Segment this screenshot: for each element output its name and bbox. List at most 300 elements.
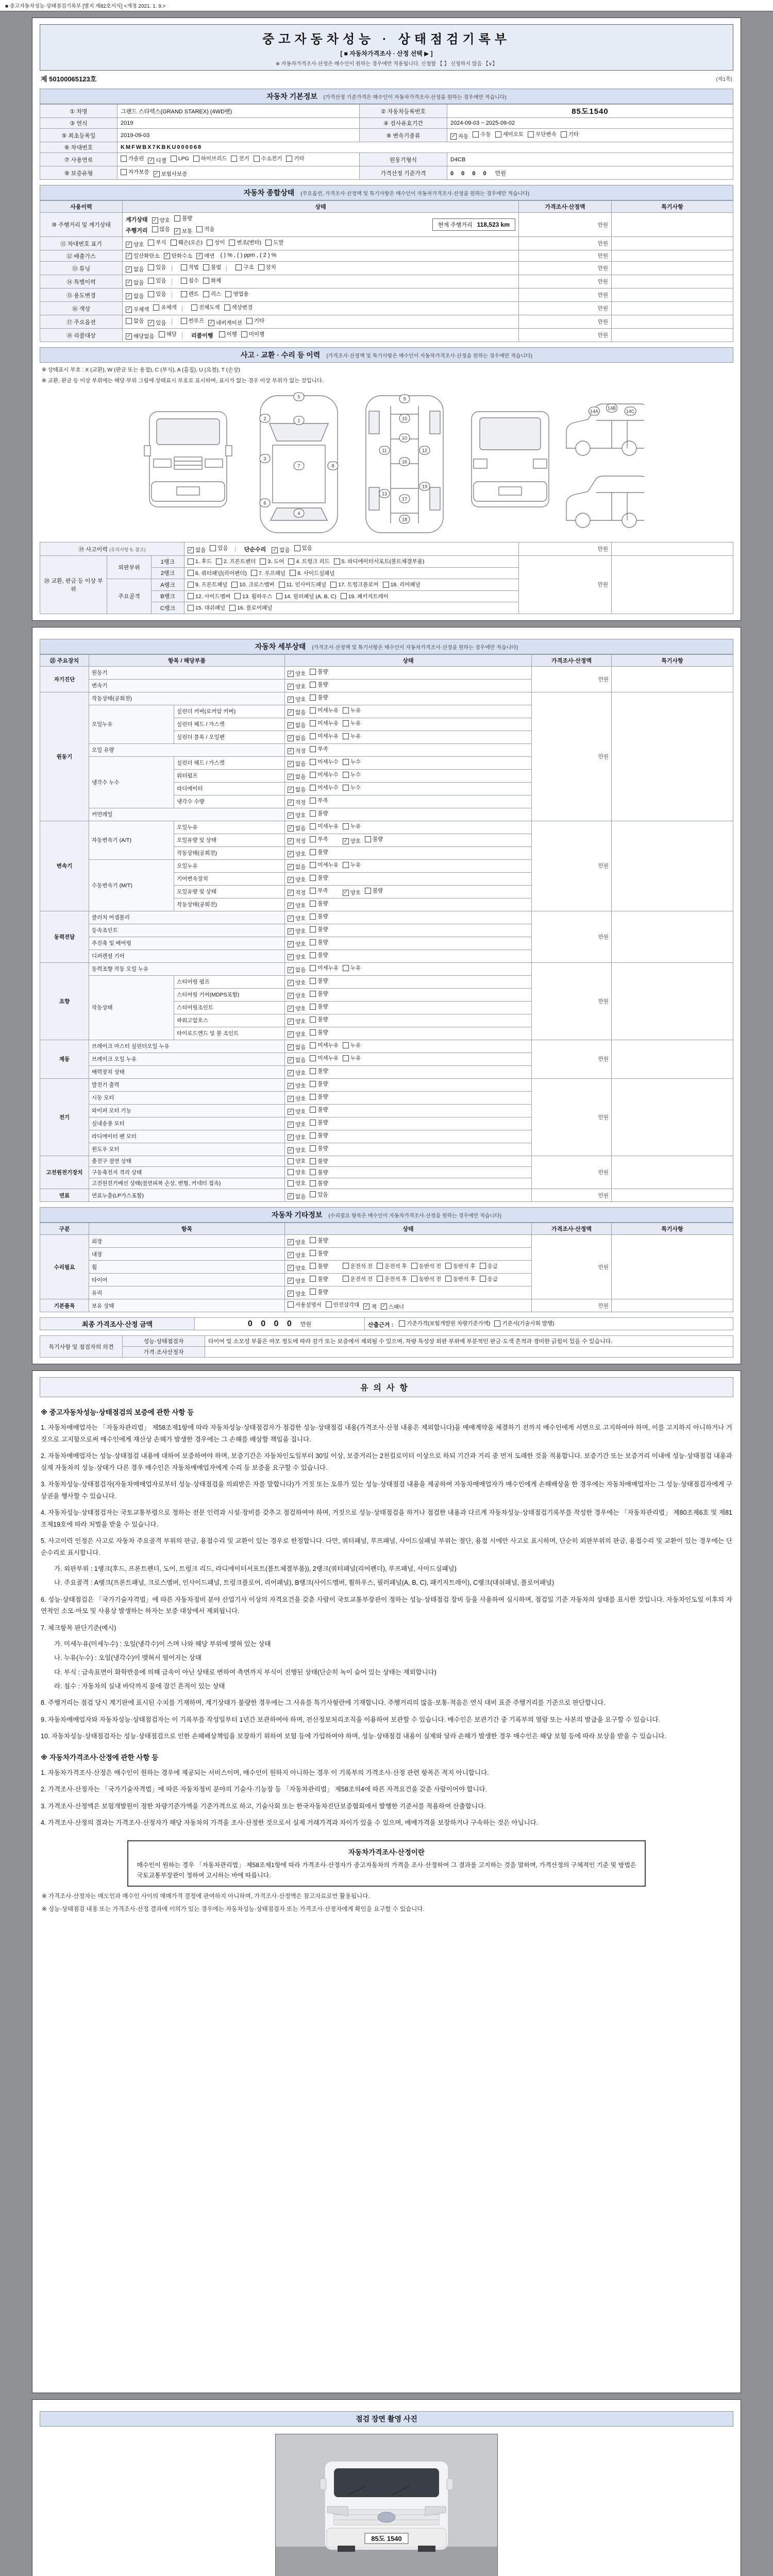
checkbox[interactable] bbox=[181, 317, 204, 325]
checkbox-box[interactable] bbox=[288, 1158, 294, 1164]
checkbox-box[interactable] bbox=[343, 759, 349, 765]
checkbox[interactable] bbox=[343, 964, 361, 972]
checkbox-box[interactable]: ✓ bbox=[126, 293, 131, 299]
checkbox[interactable] bbox=[288, 1133, 306, 1141]
checkbox-box[interactable] bbox=[343, 772, 349, 778]
checkbox[interactable] bbox=[254, 155, 282, 162]
checkbox[interactable] bbox=[363, 1303, 376, 1311]
checkbox-box[interactable]: ✓ bbox=[288, 825, 293, 831]
checkbox-box[interactable] bbox=[310, 1016, 316, 1023]
checkbox[interactable] bbox=[126, 317, 144, 325]
checkbox[interactable] bbox=[310, 809, 328, 817]
checkbox[interactable] bbox=[310, 1168, 328, 1176]
checkbox-box[interactable]: ✓ bbox=[288, 1031, 293, 1037]
checkbox[interactable] bbox=[288, 824, 306, 832]
checkbox-box[interactable] bbox=[310, 1237, 316, 1243]
checkbox[interactable] bbox=[288, 927, 306, 935]
checkbox-box[interactable]: ✓ bbox=[288, 851, 293, 857]
checkbox[interactable] bbox=[310, 784, 339, 791]
checkbox[interactable] bbox=[343, 1054, 361, 1062]
checkbox-box[interactable]: ✓ bbox=[288, 683, 293, 689]
checkbox-box[interactable]: ✓ bbox=[288, 902, 293, 908]
checkbox[interactable] bbox=[310, 835, 328, 843]
checkbox[interactable] bbox=[495, 130, 524, 138]
checkbox[interactable] bbox=[236, 263, 254, 271]
checkbox[interactable] bbox=[473, 130, 491, 138]
checkbox[interactable] bbox=[288, 1290, 306, 1298]
checkbox[interactable] bbox=[343, 1041, 361, 1049]
checkbox-box[interactable] bbox=[343, 965, 349, 971]
checkbox-box[interactable] bbox=[310, 836, 316, 842]
checkbox[interactable] bbox=[288, 811, 306, 819]
checkbox[interactable] bbox=[193, 155, 227, 162]
checkbox[interactable] bbox=[126, 332, 155, 340]
checkbox-box[interactable] bbox=[279, 582, 285, 588]
checkbox-box[interactable] bbox=[445, 1276, 451, 1282]
checkbox[interactable] bbox=[286, 155, 304, 162]
checkbox-box[interactable]: ✓ bbox=[126, 252, 131, 259]
checkbox[interactable] bbox=[288, 1179, 306, 1187]
checkbox-box[interactable] bbox=[310, 1081, 316, 1087]
checkbox[interactable] bbox=[310, 771, 339, 778]
checkbox-box[interactable]: ✓ bbox=[197, 252, 202, 259]
checkbox-box[interactable] bbox=[343, 707, 349, 714]
checkbox[interactable] bbox=[310, 912, 328, 920]
checkbox[interactable] bbox=[288, 1239, 306, 1246]
checkbox[interactable] bbox=[310, 1191, 328, 1198]
checkbox-box[interactable] bbox=[365, 836, 371, 842]
checkbox-box[interactable] bbox=[494, 1320, 500, 1327]
checkbox-box[interactable]: ✓ bbox=[288, 748, 293, 754]
checkbox[interactable] bbox=[188, 569, 247, 577]
checkbox[interactable] bbox=[276, 592, 336, 600]
checkbox[interactable] bbox=[343, 771, 361, 778]
checkbox-box[interactable] bbox=[224, 304, 230, 311]
checkbox[interactable] bbox=[343, 837, 361, 845]
checkbox-box[interactable] bbox=[310, 913, 316, 920]
checkbox-box[interactable] bbox=[152, 226, 158, 232]
checkbox[interactable] bbox=[310, 693, 328, 701]
checkbox[interactable] bbox=[445, 1275, 476, 1283]
checkbox[interactable] bbox=[159, 330, 177, 338]
checkbox[interactable] bbox=[229, 604, 272, 612]
checkbox-box[interactable] bbox=[203, 278, 209, 284]
checkbox-box[interactable]: ✓ bbox=[154, 171, 159, 177]
checkbox-box[interactable]: ✓ bbox=[126, 333, 131, 339]
checkbox[interactable] bbox=[288, 773, 306, 781]
checkbox-box[interactable] bbox=[148, 240, 154, 246]
checkbox[interactable] bbox=[294, 544, 312, 552]
checkbox[interactable] bbox=[365, 835, 383, 843]
checkbox[interactable] bbox=[288, 1069, 306, 1077]
checkbox-box[interactable] bbox=[181, 291, 187, 297]
checkbox[interactable] bbox=[210, 544, 228, 552]
checkbox[interactable] bbox=[343, 861, 361, 869]
checkbox-box[interactable] bbox=[181, 318, 187, 324]
checkbox-box[interactable] bbox=[310, 682, 316, 688]
checkbox-box[interactable]: ✓ bbox=[209, 319, 214, 326]
checkbox-box[interactable] bbox=[310, 1120, 316, 1126]
checkbox[interactable] bbox=[288, 1108, 306, 1115]
checkbox-box[interactable] bbox=[310, 798, 316, 804]
checkbox-box[interactable] bbox=[216, 558, 222, 565]
checkbox-box[interactable] bbox=[310, 1145, 316, 1151]
checkbox[interactable] bbox=[203, 290, 221, 298]
checkbox[interactable] bbox=[229, 239, 261, 246]
checkbox-box[interactable]: ✓ bbox=[288, 1193, 293, 1199]
checkbox[interactable] bbox=[288, 799, 306, 806]
checkbox[interactable] bbox=[310, 668, 328, 675]
checkbox-box[interactable]: ✓ bbox=[288, 709, 293, 715]
checkbox[interactable] bbox=[288, 953, 306, 961]
checkbox[interactable] bbox=[310, 719, 339, 727]
checkbox[interactable] bbox=[288, 786, 306, 793]
checkbox-box[interactable] bbox=[411, 1276, 417, 1282]
checkbox[interactable] bbox=[310, 732, 339, 740]
checkbox-box[interactable]: ✓ bbox=[288, 696, 293, 702]
checkbox[interactable] bbox=[188, 557, 212, 565]
checkbox[interactable] bbox=[288, 760, 306, 768]
checkbox[interactable] bbox=[310, 1288, 328, 1296]
checkbox[interactable] bbox=[203, 277, 221, 284]
checkbox-box[interactable]: ✓ bbox=[288, 1265, 293, 1270]
checkbox-box[interactable] bbox=[310, 952, 316, 958]
checkbox[interactable] bbox=[330, 581, 378, 588]
checkbox-box[interactable] bbox=[334, 558, 340, 565]
checkbox-box[interactable]: ✓ bbox=[126, 306, 131, 312]
checkbox[interactable] bbox=[148, 319, 166, 327]
checkbox[interactable] bbox=[288, 979, 306, 987]
checkbox[interactable] bbox=[310, 758, 339, 766]
checkbox[interactable] bbox=[310, 887, 328, 894]
checkbox-box[interactable]: ✓ bbox=[288, 812, 293, 818]
checkbox[interactable] bbox=[288, 747, 306, 755]
checkbox[interactable] bbox=[288, 696, 306, 703]
checkbox[interactable] bbox=[231, 581, 274, 588]
checkbox-box[interactable] bbox=[310, 1132, 316, 1139]
checkbox-box[interactable] bbox=[260, 558, 266, 565]
checkbox-box[interactable] bbox=[236, 264, 242, 270]
checkbox-box[interactable]: ✓ bbox=[126, 279, 131, 285]
checkbox[interactable] bbox=[445, 1262, 476, 1270]
checkbox[interactable] bbox=[334, 557, 425, 565]
checkbox-box[interactable] bbox=[148, 278, 154, 284]
checkbox[interactable] bbox=[288, 1146, 306, 1154]
checkbox[interactable] bbox=[343, 1275, 373, 1283]
checkbox[interactable] bbox=[494, 1319, 554, 1327]
checkbox-box[interactable] bbox=[153, 304, 159, 311]
checkbox-box[interactable] bbox=[310, 939, 316, 945]
checkbox-box[interactable] bbox=[188, 570, 194, 576]
checkbox[interactable] bbox=[326, 1301, 360, 1309]
checkbox[interactable] bbox=[188, 546, 206, 554]
checkbox-box[interactable]: ✓ bbox=[153, 217, 157, 223]
checkbox-box[interactable] bbox=[495, 131, 501, 138]
checkbox[interactable] bbox=[310, 1041, 339, 1049]
checkbox-box[interactable] bbox=[310, 1289, 316, 1295]
checkbox[interactable] bbox=[203, 263, 221, 271]
checkbox[interactable] bbox=[480, 1275, 498, 1283]
checkbox-box[interactable] bbox=[203, 291, 209, 297]
checkbox-box[interactable] bbox=[330, 582, 337, 588]
checkbox[interactable] bbox=[279, 581, 327, 588]
checkbox[interactable] bbox=[251, 569, 285, 577]
checkbox[interactable] bbox=[450, 132, 468, 140]
checkbox[interactable] bbox=[310, 1249, 328, 1257]
checkbox[interactable] bbox=[260, 557, 284, 565]
checkbox-box[interactable] bbox=[445, 1263, 451, 1269]
checkbox-box[interactable] bbox=[241, 331, 247, 337]
checkbox-box[interactable] bbox=[310, 1191, 316, 1197]
checkbox-box[interactable] bbox=[310, 926, 316, 933]
checkbox[interactable] bbox=[272, 546, 290, 554]
checkbox-box[interactable]: ✓ bbox=[343, 889, 348, 895]
checkbox[interactable] bbox=[288, 1193, 306, 1200]
checkbox-box[interactable] bbox=[310, 875, 316, 881]
checkbox[interactable] bbox=[258, 263, 276, 271]
checkbox[interactable] bbox=[288, 1030, 306, 1038]
checkbox[interactable] bbox=[343, 732, 361, 740]
checkbox[interactable] bbox=[310, 1067, 328, 1075]
checkbox-box[interactable] bbox=[343, 1276, 349, 1282]
checkbox-box[interactable]: ✓ bbox=[149, 157, 154, 163]
checkbox[interactable] bbox=[148, 239, 166, 246]
checkbox-box[interactable]: ✓ bbox=[288, 1018, 293, 1024]
checkbox-box[interactable] bbox=[196, 226, 203, 232]
checkbox[interactable] bbox=[310, 977, 328, 985]
checkbox[interactable] bbox=[288, 1121, 306, 1128]
checkbox-box[interactable] bbox=[171, 240, 177, 246]
checkbox[interactable] bbox=[288, 940, 306, 948]
checkbox[interactable] bbox=[480, 1262, 498, 1270]
checkbox-box[interactable]: ✓ bbox=[288, 1057, 293, 1063]
checkbox[interactable] bbox=[288, 1082, 306, 1090]
checkbox[interactable] bbox=[288, 992, 306, 999]
checkbox-box[interactable] bbox=[203, 264, 209, 270]
checkbox[interactable] bbox=[343, 758, 361, 766]
checkbox[interactable] bbox=[310, 681, 328, 688]
checkbox-box[interactable]: ✓ bbox=[364, 1303, 369, 1309]
checkbox-box[interactable]: ✓ bbox=[288, 954, 293, 960]
checkbox[interactable] bbox=[148, 157, 166, 164]
checkbox-box[interactable] bbox=[288, 1180, 294, 1187]
checkbox[interactable] bbox=[288, 1005, 306, 1012]
checkbox[interactable] bbox=[288, 1277, 306, 1285]
checkbox[interactable] bbox=[174, 214, 192, 222]
checkbox[interactable] bbox=[288, 966, 306, 974]
checkbox[interactable] bbox=[148, 290, 166, 298]
checkbox-box[interactable] bbox=[225, 291, 231, 297]
checkbox-box[interactable] bbox=[171, 156, 177, 162]
checkbox-box[interactable] bbox=[254, 156, 260, 162]
checkbox[interactable] bbox=[310, 1275, 328, 1283]
checkbox-box[interactable] bbox=[310, 1055, 316, 1061]
checkbox-box[interactable] bbox=[290, 570, 296, 576]
checkbox-box[interactable]: ✓ bbox=[451, 133, 456, 139]
checkbox-box[interactable] bbox=[310, 888, 316, 894]
checkbox-box[interactable]: ✓ bbox=[288, 1134, 293, 1140]
checkbox-box[interactable]: ✓ bbox=[288, 1147, 293, 1153]
checkbox[interactable] bbox=[288, 557, 329, 565]
checkbox[interactable] bbox=[310, 951, 328, 959]
checkbox[interactable] bbox=[188, 592, 230, 600]
checkbox-box[interactable] bbox=[310, 733, 316, 739]
checkbox-box[interactable]: ✓ bbox=[288, 1239, 293, 1245]
checkbox-box[interactable] bbox=[528, 131, 534, 138]
checkbox[interactable] bbox=[288, 708, 306, 716]
checkbox[interactable] bbox=[288, 1157, 306, 1165]
checkbox[interactable] bbox=[153, 303, 176, 311]
checkbox[interactable] bbox=[288, 1301, 322, 1309]
checkbox-box[interactable] bbox=[188, 558, 194, 565]
checkbox-box[interactable] bbox=[159, 331, 165, 337]
checkbox[interactable] bbox=[207, 239, 225, 246]
checkbox-box[interactable] bbox=[174, 215, 180, 222]
checkbox-box[interactable] bbox=[310, 810, 316, 817]
checkbox[interactable] bbox=[126, 292, 144, 300]
checkbox-box[interactable] bbox=[310, 1004, 316, 1010]
checkbox[interactable] bbox=[196, 225, 214, 233]
checkbox[interactable] bbox=[310, 900, 328, 907]
checkbox-box[interactable] bbox=[310, 1107, 316, 1113]
checkbox[interactable] bbox=[152, 225, 170, 233]
checkbox[interactable] bbox=[343, 784, 361, 791]
checkbox-box[interactable]: ✓ bbox=[288, 1044, 293, 1050]
checkbox[interactable] bbox=[231, 155, 249, 162]
checkbox-box[interactable] bbox=[276, 593, 282, 599]
checkbox[interactable] bbox=[383, 581, 421, 588]
checkbox[interactable] bbox=[310, 1080, 328, 1088]
checkbox[interactable] bbox=[225, 290, 248, 298]
checkbox[interactable] bbox=[310, 1236, 328, 1244]
checkbox[interactable] bbox=[126, 265, 144, 273]
checkbox-box[interactable]: ✓ bbox=[343, 838, 348, 844]
checkbox[interactable] bbox=[310, 796, 328, 804]
checkbox-box[interactable]: ✓ bbox=[288, 838, 293, 844]
checkbox[interactable] bbox=[310, 1144, 328, 1152]
checkbox-box[interactable]: ✓ bbox=[288, 915, 293, 921]
checkbox-box[interactable] bbox=[148, 264, 154, 270]
checkbox-box[interactable] bbox=[258, 264, 264, 270]
checkbox-box[interactable] bbox=[191, 304, 197, 311]
checkbox-box[interactable] bbox=[188, 605, 194, 611]
checkbox-box[interactable]: ✓ bbox=[149, 319, 154, 326]
checkbox-box[interactable] bbox=[343, 823, 349, 829]
checkbox-box[interactable] bbox=[310, 1180, 316, 1187]
checkbox-box[interactable] bbox=[288, 1301, 294, 1308]
checkbox-box[interactable] bbox=[231, 582, 238, 588]
checkbox-box[interactable] bbox=[310, 720, 316, 726]
checkbox[interactable] bbox=[288, 876, 306, 884]
checkbox-box[interactable] bbox=[377, 1263, 383, 1269]
checkbox-box[interactable]: ✓ bbox=[288, 1095, 293, 1101]
checkbox[interactable] bbox=[310, 1106, 328, 1113]
checkbox[interactable] bbox=[310, 964, 339, 972]
checkbox[interactable] bbox=[171, 239, 203, 246]
checkbox-box[interactable] bbox=[377, 1276, 383, 1282]
checkbox[interactable] bbox=[181, 277, 199, 284]
checkbox-box[interactable] bbox=[310, 772, 316, 778]
checkbox[interactable] bbox=[365, 887, 383, 894]
checkbox-box[interactable] bbox=[294, 545, 300, 551]
checkbox-box[interactable]: ✓ bbox=[288, 967, 293, 973]
checkbox[interactable] bbox=[310, 990, 328, 997]
checkbox[interactable] bbox=[219, 330, 237, 338]
checkbox[interactable] bbox=[288, 1251, 306, 1259]
checkbox[interactable] bbox=[288, 902, 306, 909]
checkbox-box[interactable]: ✓ bbox=[288, 863, 293, 870]
checkbox[interactable] bbox=[310, 1118, 328, 1126]
checkbox[interactable] bbox=[310, 706, 339, 714]
checkbox[interactable] bbox=[411, 1275, 442, 1283]
checkbox-box[interactable]: ✓ bbox=[288, 876, 293, 883]
checkbox[interactable] bbox=[310, 1179, 328, 1187]
checkbox[interactable] bbox=[121, 168, 149, 176]
checkbox[interactable] bbox=[152, 216, 170, 224]
checkbox-box[interactable] bbox=[310, 1042, 316, 1048]
checkbox-box[interactable] bbox=[480, 1276, 486, 1282]
checkbox-box[interactable] bbox=[310, 901, 316, 907]
checkbox-box[interactable] bbox=[246, 318, 253, 324]
checkbox[interactable] bbox=[288, 1056, 306, 1064]
checkbox-box[interactable] bbox=[310, 862, 316, 868]
checkbox[interactable] bbox=[288, 670, 306, 677]
checkbox-box[interactable] bbox=[310, 669, 316, 675]
checkbox[interactable] bbox=[310, 1028, 328, 1036]
checkbox[interactable] bbox=[148, 263, 166, 271]
checkbox-box[interactable]: ✓ bbox=[288, 1121, 293, 1127]
checkbox-box[interactable] bbox=[310, 849, 316, 855]
checkbox[interactable] bbox=[310, 848, 328, 856]
checkbox-box[interactable] bbox=[229, 240, 235, 246]
checkbox-box[interactable] bbox=[181, 278, 187, 284]
checkbox-box[interactable] bbox=[326, 1301, 332, 1308]
checkbox[interactable] bbox=[310, 874, 328, 882]
checkbox-box[interactable]: ✓ bbox=[288, 735, 293, 741]
checkbox[interactable] bbox=[288, 837, 306, 845]
checkbox-box[interactable]: ✓ bbox=[288, 786, 293, 792]
checkbox-box[interactable] bbox=[121, 156, 127, 162]
checkbox[interactable] bbox=[288, 1168, 306, 1176]
checkbox[interactable] bbox=[126, 306, 149, 313]
checkbox-box[interactable] bbox=[310, 785, 316, 791]
checkbox-box[interactable]: ✓ bbox=[288, 992, 293, 998]
checkbox-box[interactable] bbox=[343, 1263, 349, 1269]
checkbox-box[interactable]: ✓ bbox=[381, 1303, 386, 1309]
checkbox-box[interactable] bbox=[365, 888, 371, 894]
checkbox[interactable] bbox=[310, 1131, 328, 1139]
checkbox-box[interactable] bbox=[126, 318, 132, 324]
checkbox-box[interactable]: ✓ bbox=[288, 1005, 293, 1011]
checkbox-box[interactable] bbox=[383, 582, 389, 588]
checkbox[interactable] bbox=[148, 277, 166, 284]
checkbox-box[interactable]: ✓ bbox=[288, 1291, 293, 1296]
checkbox[interactable] bbox=[343, 719, 361, 727]
checkbox[interactable] bbox=[310, 1054, 339, 1062]
checkbox[interactable] bbox=[181, 290, 199, 298]
checkbox-box[interactable] bbox=[399, 1320, 405, 1327]
checkbox-box[interactable] bbox=[310, 965, 316, 971]
checkbox[interactable] bbox=[265, 239, 283, 246]
checkbox-box[interactable] bbox=[310, 1169, 316, 1175]
checkbox-box[interactable]: ✓ bbox=[288, 773, 293, 779]
checkbox[interactable] bbox=[310, 1262, 328, 1270]
checkbox-box[interactable] bbox=[310, 1263, 316, 1269]
checkbox-box[interactable]: ✓ bbox=[288, 1108, 293, 1114]
checkbox-box[interactable] bbox=[188, 593, 194, 599]
checkbox[interactable] bbox=[399, 1319, 490, 1327]
checkbox-box[interactable] bbox=[219, 331, 225, 337]
